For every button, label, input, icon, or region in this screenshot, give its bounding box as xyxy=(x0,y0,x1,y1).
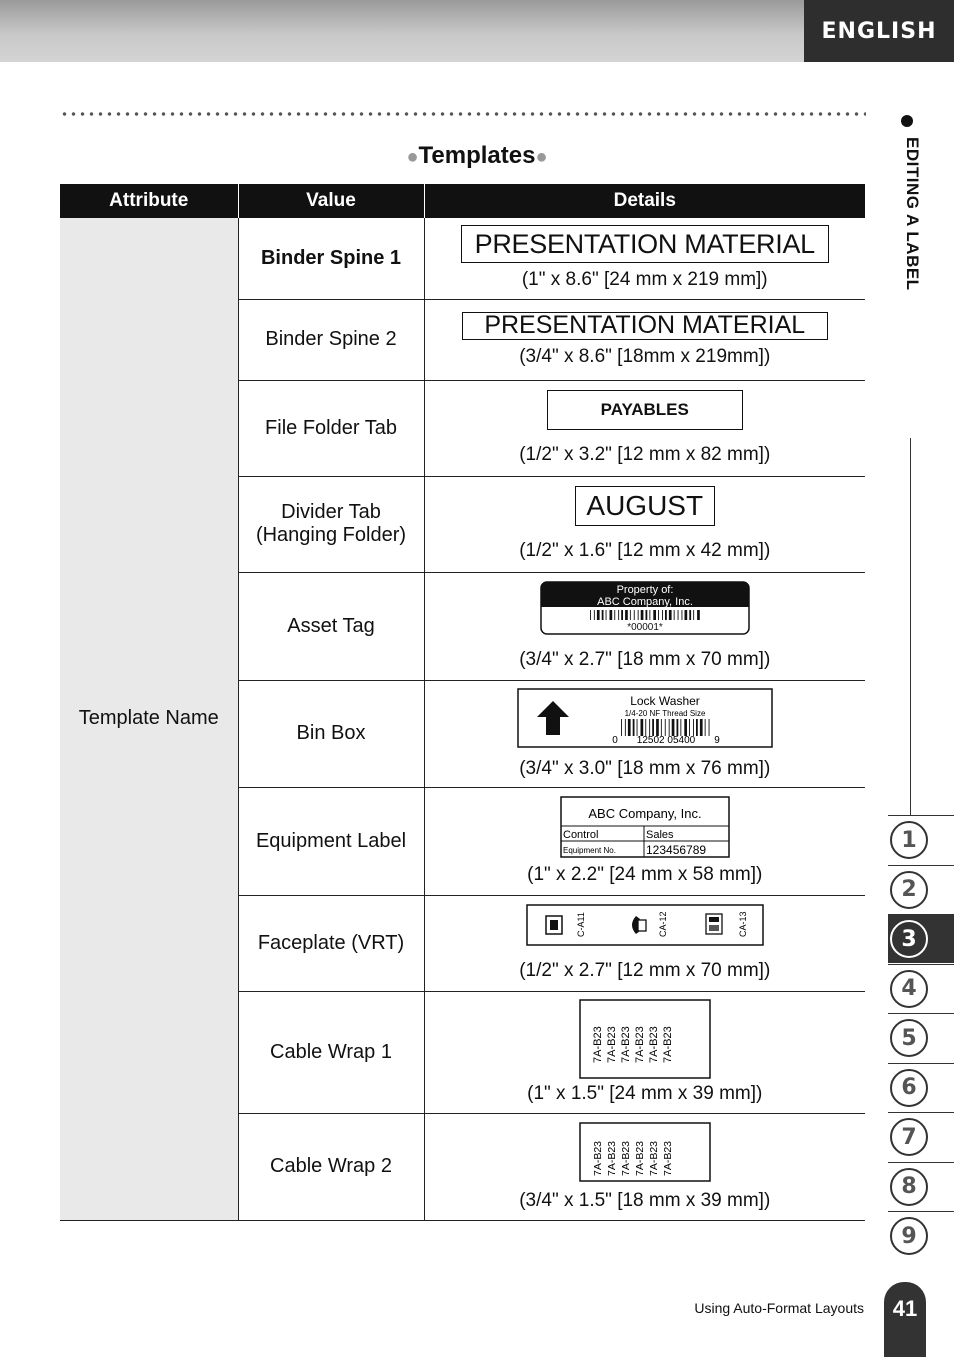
barcode-bar xyxy=(669,610,672,620)
bullet-icon: ● xyxy=(406,146,419,168)
barcode-bar xyxy=(684,719,687,736)
barcode-bar xyxy=(689,610,691,620)
equipment-title: ABC Company, Inc. xyxy=(588,806,702,821)
barcode-bar xyxy=(653,610,656,620)
equipment-label xyxy=(560,796,730,858)
barcode-bar xyxy=(656,719,659,736)
chapter-tab-5[interactable] xyxy=(888,1013,954,1062)
label-size: (1" x 1.5" [24 mm x 39 mm]) xyxy=(527,1083,763,1104)
label-size: (1/2" x 1.6" [12 mm x 42 mm]) xyxy=(519,540,771,561)
section-side-tab xyxy=(892,115,922,325)
value-cell xyxy=(238,476,424,572)
label-sample: PAYABLES xyxy=(547,390,743,430)
barcode xyxy=(621,719,710,736)
header-band xyxy=(0,0,804,62)
chapter-number: 2 xyxy=(890,871,928,909)
barcode-bar xyxy=(693,610,694,620)
chapter-number: 7 xyxy=(890,1118,928,1156)
barcode-bar xyxy=(597,610,600,620)
details-cell xyxy=(424,787,865,895)
asset-line2: ABC Company, Inc. xyxy=(596,596,693,608)
barcode-bar xyxy=(680,719,681,736)
section-title-text: Templates xyxy=(418,142,536,169)
cable-wrap-text: 7A-B23 xyxy=(605,1140,618,1176)
bullet-icon xyxy=(901,115,913,127)
value-cell: Bin Box xyxy=(238,680,424,787)
chapter-tab-9[interactable] xyxy=(888,1211,954,1260)
bin-code-mid: 12502 05400 xyxy=(636,734,695,746)
details-cell xyxy=(424,680,865,787)
barcode-bar xyxy=(693,719,694,736)
details-cell xyxy=(424,380,865,476)
barcode-bar xyxy=(671,719,674,736)
barcode-bar xyxy=(665,610,667,620)
equipment-c1: Control xyxy=(562,829,599,841)
barcode-bar xyxy=(621,610,623,620)
barcode-bar xyxy=(681,610,682,620)
barcode-bar xyxy=(649,719,650,736)
cable-wrap-label xyxy=(579,1122,711,1182)
chapter-number: 6 xyxy=(890,1069,928,1107)
barcode-bar xyxy=(625,719,626,736)
barcode-bar xyxy=(645,610,647,620)
barcode-bar xyxy=(652,719,654,736)
label-sample: PRESENTATION MATERIAL xyxy=(462,312,828,340)
barcode-bar xyxy=(645,719,646,736)
barcode-bar xyxy=(640,719,643,736)
barcode-bar xyxy=(621,719,622,736)
dotted-divider xyxy=(60,110,866,118)
barcode-bar xyxy=(614,610,615,620)
bin-line1: Lock Washer xyxy=(629,693,700,708)
table-header-row xyxy=(60,184,865,218)
barcode-bar xyxy=(673,610,674,620)
barcode-bar xyxy=(601,610,603,620)
value-cell: Faceplate (VRT) xyxy=(238,895,424,991)
footer-text: Using Auto-Format Layouts xyxy=(694,1300,864,1316)
label-size: (3/4" x 2.7" [18 mm x 70 mm]) xyxy=(519,649,771,670)
details-cell xyxy=(424,572,865,680)
chapter-number: 8 xyxy=(890,1168,928,1206)
bin-box-label xyxy=(517,688,773,748)
label-size: (1" x 2.2" [24 mm x 58 mm]) xyxy=(527,864,763,885)
header-value: Value xyxy=(238,184,424,218)
value-cell: Cable Wrap 2 xyxy=(238,1113,424,1220)
faceplate-code: CA-13 xyxy=(737,911,748,937)
chapter-number: 5 xyxy=(890,1019,928,1057)
faceplate-label xyxy=(526,904,764,946)
bin-code-left: 0 xyxy=(611,734,618,746)
table-row xyxy=(60,218,865,299)
label-size: (1/2" x 2.7" [12 mm x 70 mm]) xyxy=(519,960,771,981)
barcode-bar xyxy=(590,610,591,620)
label-size: (3/4" x 8.6" [18mm x 219mm]) xyxy=(519,345,771,367)
value-cell: Cable Wrap 1 xyxy=(238,991,424,1113)
page-number: 41 xyxy=(884,1282,926,1357)
cable-wrap-text: 7A-B23 xyxy=(633,1140,646,1176)
chapter-number: 1 xyxy=(890,821,928,859)
barcode-bar xyxy=(594,610,595,620)
barcode-bar xyxy=(628,719,631,736)
barcode-bar xyxy=(689,719,690,736)
equipment-c2: Sales xyxy=(645,829,674,841)
details-cell xyxy=(424,1113,865,1220)
bin-line2: 1/4-20 NF Thread Size xyxy=(624,708,706,718)
label-size: (1" x 8.6" [24 mm x 219 mm]) xyxy=(521,269,768,291)
value-cell: Binder Spine 1 xyxy=(238,218,424,299)
network-icon xyxy=(546,916,562,934)
cable-wrap-text: 7A-B23 xyxy=(591,1140,604,1176)
value-line: Divider Tab xyxy=(281,501,381,523)
chapter-number: 9 xyxy=(890,1217,928,1255)
faceplate-code: CA-12 xyxy=(657,911,668,937)
side-divider xyxy=(910,438,911,816)
barcode-bar xyxy=(668,719,669,736)
cable-wrap-text: 7A-B23 xyxy=(619,1140,632,1176)
barcode-bar xyxy=(609,610,612,620)
cable-wrap-text: 7A-B23 xyxy=(647,1140,660,1176)
asset-line1: Property of: xyxy=(616,584,674,596)
side-tab-label: EDITING A LABEL xyxy=(903,137,922,291)
asset-tag-label xyxy=(540,581,750,635)
barcode-bar xyxy=(658,610,659,620)
label-sample: AUGUST xyxy=(575,486,715,526)
equipment-c4: 123456789 xyxy=(645,843,706,857)
chapter-tab-8[interactable] xyxy=(888,1162,954,1211)
barcode-bar xyxy=(649,610,650,620)
barcode-bar xyxy=(636,719,637,736)
cable-wrap-text: 7A-B23 xyxy=(633,1026,646,1063)
templates-table xyxy=(60,184,865,1221)
barcode-bar xyxy=(696,719,698,736)
cable-wrap-text: 7A-B23 xyxy=(647,1026,660,1063)
barcode-bar xyxy=(625,610,628,620)
details-cell xyxy=(424,991,865,1113)
barcode-bar xyxy=(704,719,705,736)
cable-wrap-label xyxy=(579,999,711,1079)
header-attribute: Attribute xyxy=(60,184,238,218)
chapter-tab-2[interactable] xyxy=(888,865,954,914)
attribute-cell: Template Name xyxy=(60,218,238,1220)
value-cell: File Folder Tab xyxy=(238,380,424,476)
cable-wrap-text: 7A-B23 xyxy=(661,1026,674,1063)
chapter-tab-1[interactable] xyxy=(888,815,954,864)
label-sample: PRESENTATION MATERIAL xyxy=(461,225,829,263)
bin-code-right: 9 xyxy=(713,734,720,746)
chapter-tab-7[interactable] xyxy=(888,1112,954,1161)
barcode-bar xyxy=(662,610,663,620)
barcode-bar xyxy=(700,719,703,736)
barcode-bar xyxy=(708,719,709,736)
label-size: (3/4" x 1.5" [18 mm x 39 mm]) xyxy=(519,1189,771,1211)
barcode-bar xyxy=(676,719,678,736)
header-details: Details xyxy=(424,184,865,218)
barcode-bar xyxy=(605,610,606,620)
section-title xyxy=(0,142,954,170)
label-size: (1/2" x 3.2" [12 mm x 82 mm]) xyxy=(519,444,771,465)
details-cell xyxy=(424,476,865,572)
details-cell xyxy=(424,299,865,380)
cable-wrap-text: 7A-B23 xyxy=(605,1026,618,1063)
cable-wrap-text: 7A-B23 xyxy=(591,1026,604,1063)
label-size: (3/4" x 3.0" [18 mm x 76 mm]) xyxy=(519,757,771,779)
barcode-bar xyxy=(684,610,687,620)
barcode-bar xyxy=(677,610,678,620)
cable-wrap-text: 7A-B23 xyxy=(619,1026,632,1063)
barcode-bar xyxy=(665,719,666,736)
asset-code: *00001* xyxy=(626,622,663,633)
fax-icon xyxy=(706,914,722,934)
chapter-number: 4 xyxy=(890,970,928,1008)
value-line: (Hanging Folder) xyxy=(255,524,407,546)
value-cell: Binder Spine 2 xyxy=(238,299,424,380)
chapter-tab-4[interactable] xyxy=(888,964,954,1013)
details-cell xyxy=(424,895,865,991)
barcode-bar xyxy=(618,610,619,620)
value-cell: Asset Tag xyxy=(238,572,424,680)
barcode-bar xyxy=(661,719,662,736)
cable-wrap-text: 7A-B23 xyxy=(661,1140,674,1176)
barcode-bar xyxy=(640,610,643,620)
value-cell: Equipment Label xyxy=(238,787,424,895)
details-cell xyxy=(424,218,865,299)
barcode-bar xyxy=(632,719,634,736)
barcode-bar xyxy=(630,610,631,620)
language-tab: ENGLISH xyxy=(804,0,954,62)
equipment-c3: Equipment No. xyxy=(562,846,616,855)
bullet-icon: ● xyxy=(535,146,548,168)
chapter-number: 3 xyxy=(890,920,928,958)
barcode-bar xyxy=(637,610,638,620)
chapter-tab-3[interactable] xyxy=(888,914,954,963)
barcode-bar xyxy=(634,610,635,620)
barcode-bar xyxy=(697,610,700,620)
chapter-tab-6[interactable] xyxy=(888,1063,954,1112)
faceplate-code: C-A11 xyxy=(575,912,586,937)
